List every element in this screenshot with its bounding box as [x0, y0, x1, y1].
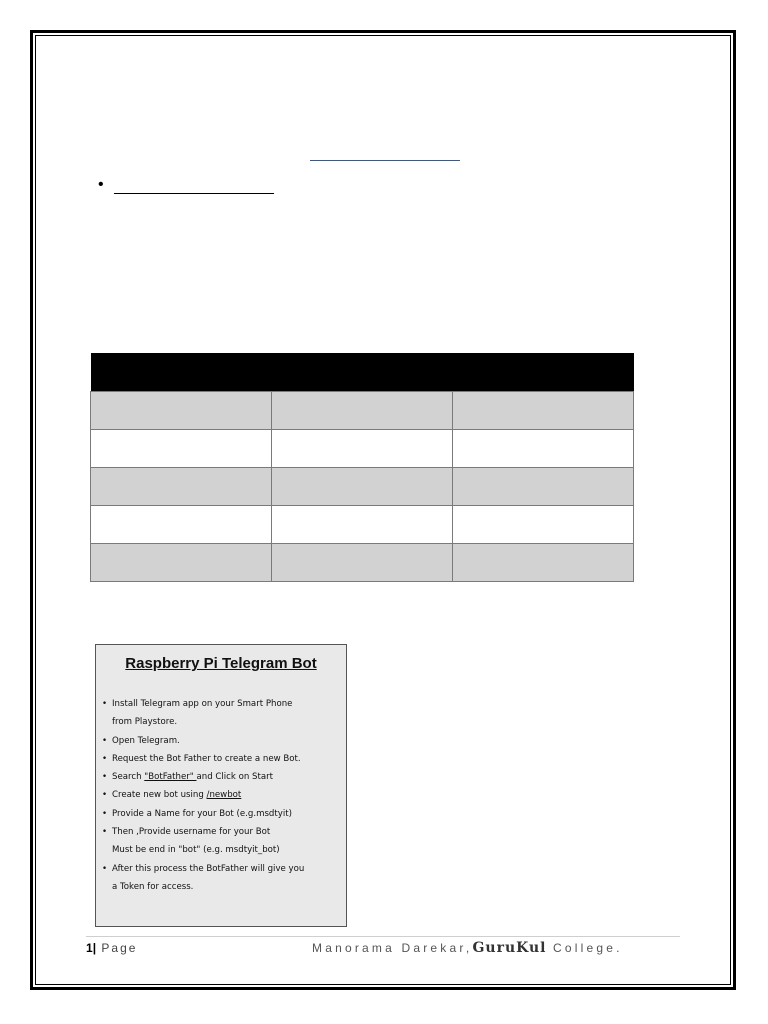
- table-header-cell: [91, 353, 272, 392]
- bot-step-text: After this process the BotFather will give you: [112, 863, 305, 874]
- table-row: [91, 430, 634, 468]
- page-number: 1: [86, 941, 93, 955]
- bullet-dot: •: [102, 808, 108, 819]
- bot-step-item: [102, 786, 340, 804]
- bullet-dot: •: [102, 753, 108, 764]
- bot-step-item: [102, 732, 340, 750]
- bullet-dot: •: [102, 827, 108, 838]
- page-separator: |: [92, 941, 97, 955]
- college-suffix: College.: [546, 941, 623, 955]
- data-table: [90, 353, 634, 582]
- bot-step-text: Create new bot using: [112, 790, 207, 801]
- table-cell: [453, 544, 634, 582]
- table-cell: [91, 544, 272, 582]
- footer-rule: [86, 936, 680, 937]
- table-cell: [272, 430, 453, 468]
- table-cell: [91, 506, 272, 544]
- bot-step-text: Search: [112, 772, 145, 783]
- table-cell: [453, 430, 634, 468]
- bot-step-text: a Token for access.: [112, 881, 194, 892]
- bot-step-item: [102, 823, 340, 841]
- bot-step-item: [102, 860, 340, 878]
- author-name: Manorama Darekar,: [312, 941, 473, 955]
- table-cell: [91, 392, 272, 430]
- table-row: [91, 544, 634, 582]
- table-cell: [272, 468, 453, 506]
- college-logo: GuruKul: [472, 940, 547, 956]
- bot-steps-list: [102, 695, 340, 896]
- table-cell: [91, 430, 272, 468]
- table-cell: [272, 506, 453, 544]
- bot-step-text: Install Telegram app on your Smart Phone: [112, 699, 293, 709]
- table-cell: [453, 468, 634, 506]
- bot-step-item: [102, 841, 340, 859]
- bot-step-item: [102, 805, 340, 823]
- bot-step-text: Open Telegram.: [112, 735, 180, 746]
- bullet-dot: •: [102, 863, 108, 874]
- hyperlink-underline[interactable]: [310, 160, 460, 161]
- bot-step-text: Must be end in "bot" (e.g. msdtyit_bot): [112, 845, 280, 856]
- bot-step-text: Provide a Name for your Bot (e.g.msdtyit): [112, 808, 292, 819]
- table-header-cell: [272, 353, 453, 392]
- bot-step-text: from Playstore.: [112, 717, 178, 728]
- bot-step-text: and Click on Start: [196, 772, 274, 783]
- bot-step-link-text: /newbot: [206, 790, 242, 801]
- bot-step-item: [102, 695, 340, 713]
- table-row: [91, 468, 634, 506]
- table-row: [91, 392, 634, 430]
- bot-step-item: [102, 768, 340, 786]
- footer-page-number: [86, 941, 137, 955]
- table-cell: [272, 392, 453, 430]
- bullet-point: •: [98, 176, 104, 193]
- table-cell: [91, 468, 272, 506]
- table-row: [91, 506, 634, 544]
- bot-step-item: [102, 750, 340, 768]
- bot-step-text: Then ,Provide username for your Bot: [112, 827, 271, 838]
- bullet-dot: •: [102, 790, 108, 801]
- bot-step-text: Request the Bot Father to create a new Bot.: [112, 753, 301, 764]
- table-header-row: [91, 353, 634, 392]
- bullet-dot: •: [102, 735, 108, 746]
- bullet-dot: •: [102, 699, 108, 709]
- page-label: Page: [101, 941, 138, 955]
- bot-step-item: [102, 878, 340, 896]
- bullet-dot: •: [102, 772, 108, 783]
- bot-step-link-text: "BotFather": [144, 772, 197, 783]
- bullet-underline: [114, 193, 274, 194]
- bot-step-item: [102, 713, 340, 731]
- table-cell: [453, 392, 634, 430]
- telegram-bot-image: [95, 644, 347, 927]
- table-header-cell: [453, 353, 634, 392]
- table-cell: [453, 506, 634, 544]
- table-cell: [272, 544, 453, 582]
- bot-box-title: Raspberry Pi Telegram Bot: [125, 655, 317, 672]
- footer-author: [312, 940, 623, 956]
